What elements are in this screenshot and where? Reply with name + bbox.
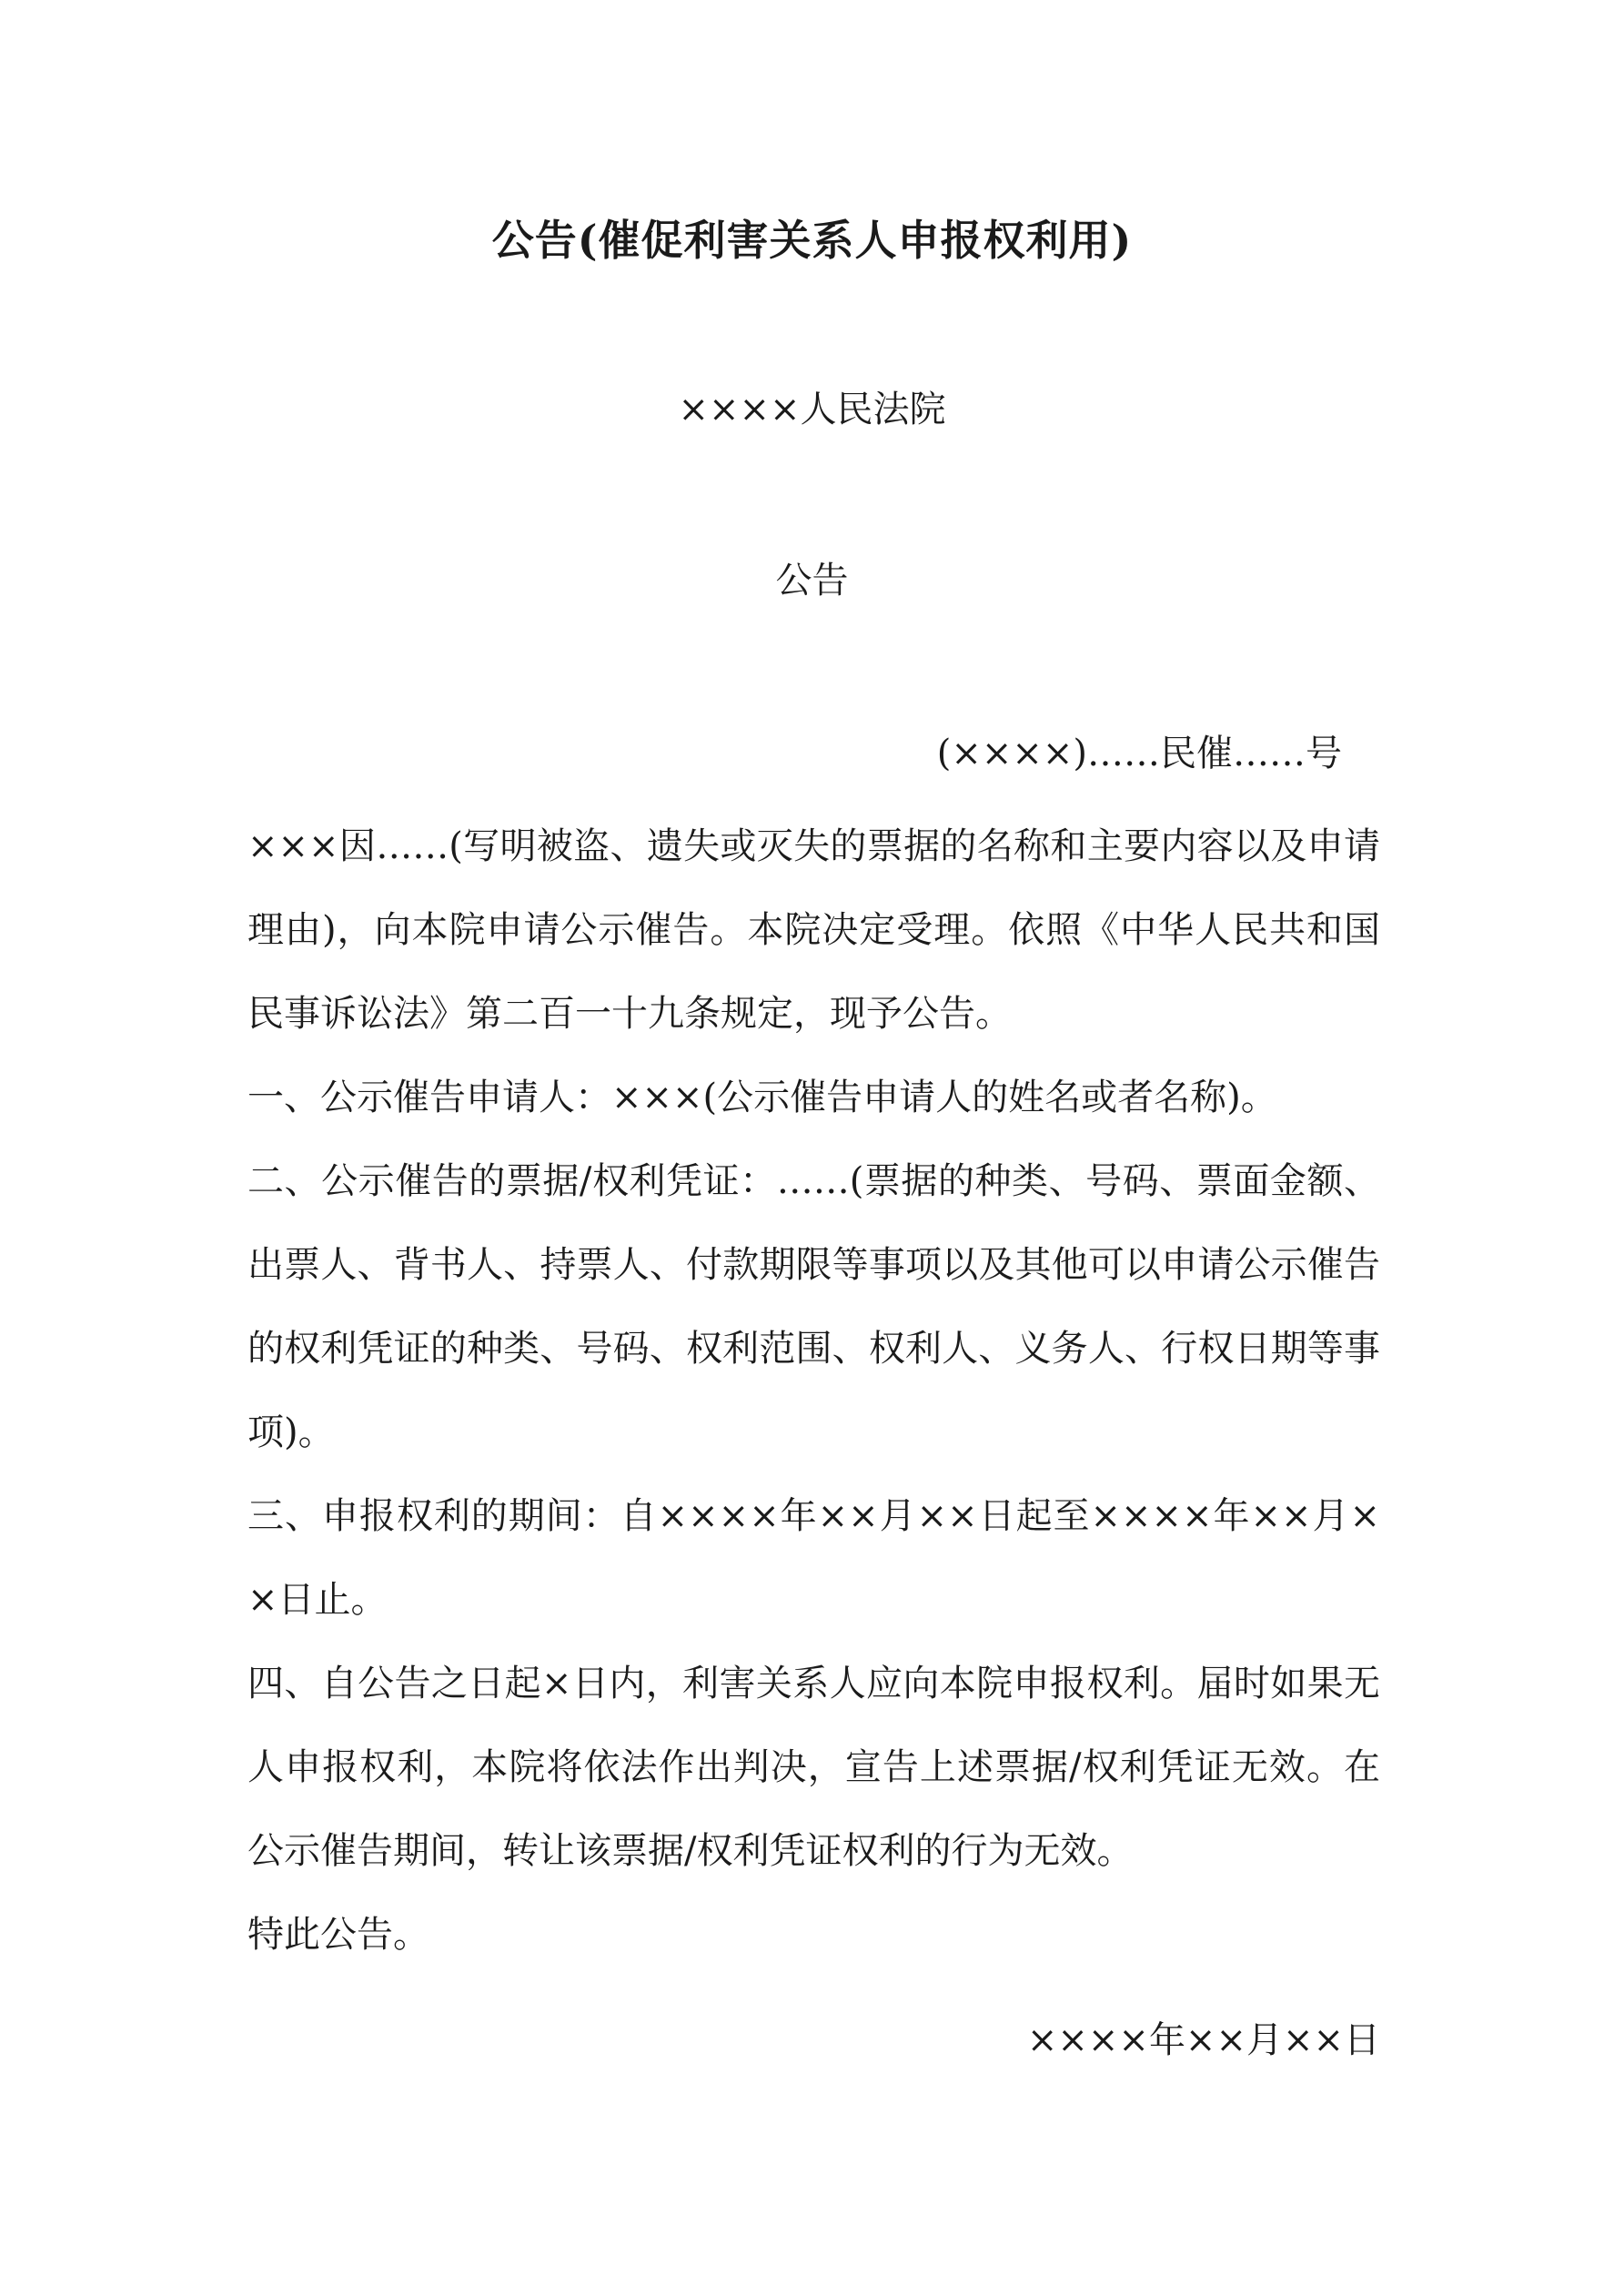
paragraph-applicant: 一、公示催告申请人：×××(公示催告申请人的姓名或者名称)。 bbox=[247, 1077, 1277, 1118]
document-title: 公告(催促利害关系人申报权利用) bbox=[491, 216, 1133, 265]
document-date: ××××年××月××日 bbox=[1026, 2019, 1380, 2061]
notice-heading: 公告 bbox=[775, 560, 849, 602]
paragraph-declaration: 四、自公告之日起×日内，利害关系人应向本院申报权利。届时如果无人申报权利，本院将依法作出判决，宣告上述票据/权利凭证无效。在公示催告期间，转让该票据/权利凭证权利的行为无效。 bbox=[247, 1663, 1380, 1872]
paragraph-instrument: 二、公示催告的票据/权利凭证：……(票据的种类、号码、票面金额、出票人、背书人、持票人、付款期限等事项以及其他可以申请公示催告的权利凭证的种类、号码、权利范围、权利人、义务人、行权日期等事项)。 bbox=[247, 1160, 1380, 1453]
court-name: ××××人民法院 bbox=[678, 389, 946, 430]
paragraph-period: 三、申报权利的期间：自××××年××月××日起至××××年××月××日止。 bbox=[247, 1495, 1380, 1621]
case-number: (××××)……民催……号 bbox=[936, 733, 1342, 774]
document-body bbox=[247, 804, 1380, 1977]
paragraph-closing: 特此公告。 bbox=[247, 1914, 429, 1956]
paragraph-intro: ×××因……(写明被盗、遗失或灭失的票据的名称和主要内容以及申请理由)，向本院申请公示催告。本院决定受理。依照《中华人民共和国民事诉讼法》第二百一十九条规定，现予公告。 bbox=[247, 825, 1380, 1035]
